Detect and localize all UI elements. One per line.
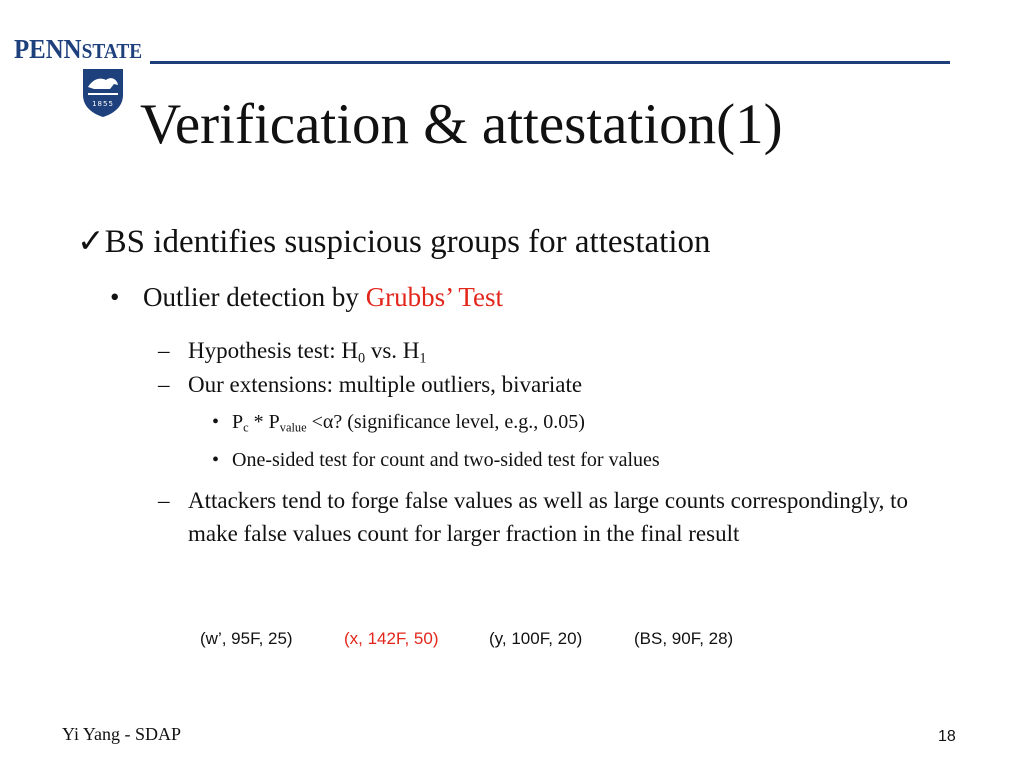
c-subscript: c: [243, 420, 249, 435]
h0-subscript: 0: [357, 350, 366, 367]
level2-item: [110, 283, 503, 313]
hypothesis-mid: vs. H: [365, 338, 420, 363]
tuple-w: (w’, 95F, 25): [200, 629, 293, 648]
attackers-text: Attackers tend to forge false values as well as large counts correspondingly, to make false values count for larger fraction in the final result: [188, 488, 909, 546]
nittany-lion-shield-icon: [80, 67, 126, 119]
tuple-x: (x, 142F, 50): [344, 629, 439, 648]
level1-item: [77, 224, 711, 260]
shield-label: 1855: [92, 100, 114, 108]
footer-author: Yi Yang - SDAP: [62, 724, 182, 744]
level2-text: Outlier detection by: [143, 282, 366, 312]
p-letter: P: [232, 411, 244, 433]
bullet-icon: •: [110, 282, 120, 312]
extensions-text: Our extensions: multiple outliers, bivariate: [188, 372, 583, 397]
pennstate-logo: [14, 34, 142, 65]
bullet-icon: •: [212, 411, 220, 433]
dash-icon: –: [158, 338, 170, 363]
value-subscript: value: [279, 420, 307, 435]
tuple-y: (y, 100F, 20): [489, 629, 583, 648]
significance-text: [232, 408, 585, 442]
logo-word-state: STATE: [81, 39, 143, 63]
checkmark-icon: ✓: [77, 224, 105, 260]
header-rule: [150, 61, 950, 64]
dash-icon: –: [158, 372, 170, 397]
onesided-text: One-sided test for count and two-sided test for values: [232, 449, 660, 471]
dash-icon: –: [158, 488, 170, 513]
level1-text: BS identifies suspicious groups for attestation: [104, 224, 711, 260]
significance-tail: <α? (significance level, e.g., 0.05): [306, 411, 585, 433]
bullet-icon: •: [212, 449, 220, 471]
h1-subscript: 1: [419, 350, 427, 367]
hypothesis-prefix: Hypothesis test: H: [188, 338, 358, 363]
slide-title: Verification & attestation(1): [140, 93, 783, 156]
page-number: 18: [938, 728, 956, 745]
significance-mid: * P: [248, 411, 280, 433]
logo-word-penn: PENN: [14, 34, 82, 64]
grubbs-test-highlight: Grubbs’ Test: [365, 282, 504, 312]
tuple-bs: (BS, 90F, 28): [634, 629, 734, 648]
